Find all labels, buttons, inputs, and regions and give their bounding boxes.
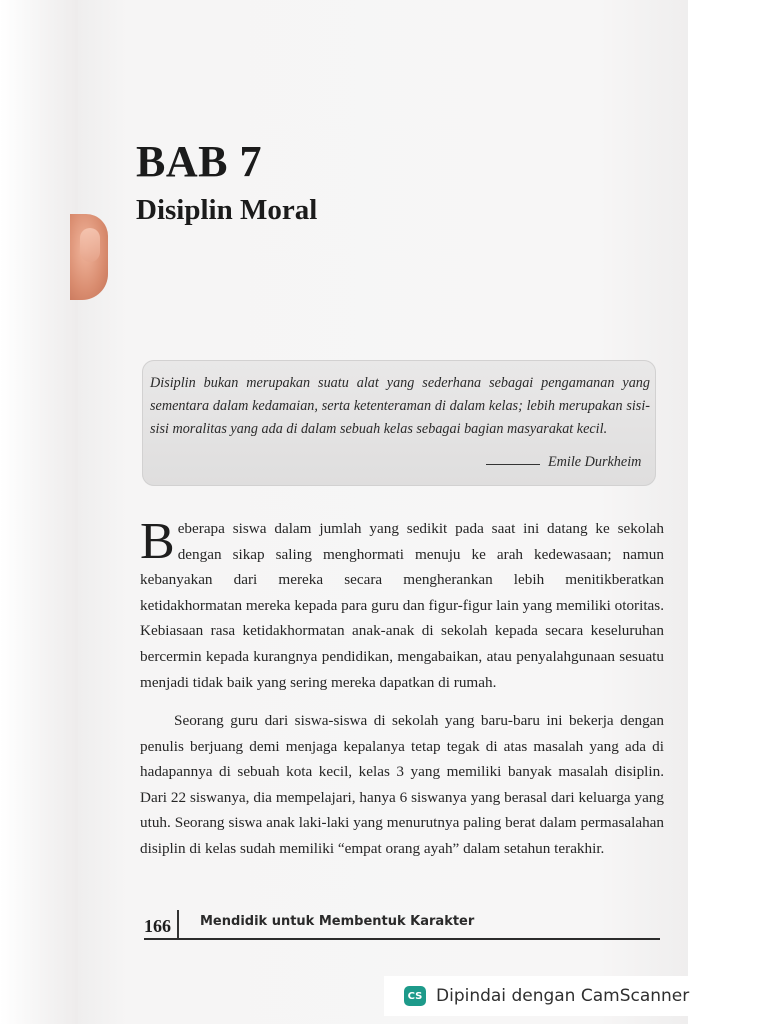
epigraph-dash	[486, 464, 540, 465]
drop-cap: B	[140, 513, 175, 570]
running-footer-title: Mendidik untuk Membentuk Karakter	[200, 914, 475, 929]
chapter-title: Disiplin Moral	[136, 194, 318, 226]
footer-divider	[177, 910, 179, 940]
body-paragraph-2: Seorang guru dari siswa-siswa di sekolah yang baru-baru ini bekerja dengan penulis berjuang demi menjaga kepalanya tetap tegak di atas masalah yang ada di hadapannya di sebuah kota kecil, kelas 3 yang memiliki banyak masalah disiplin. Dari 22 siswanya, dia mempelajari, hanya 6 siswanya yang berasal dari keluarga yang utuh. Seorang siswa anak laki-laki yang menurutnya paling berat dalam permasalahan disiplin di kelas sudah memiliki “empat orang ayah” dalam setahun terakhir.	[140, 712, 664, 857]
chapter-number: BAB 7	[136, 137, 262, 186]
paragraph-1-text: eberapa siswa dalam jumlah yang sedikit pada saat ini datang ke sekolah dengan sikap saling menghormati menuju ke arah kedewasaan; namun kebanyakan dari mereka secara mengherankan lebih menitikberatkan ketidakhormatan mereka kepada para guru dan figur-figur lain yang memiliki otoritas. Kebiasaan rasa ketidakhormatan anak-anak di sekolah kepada secara keseluruhan bercermin kepada kurangnya pendidikan, mengabaikan, atau penyalahgunaan sesuatu menjadi tidak baik yang sering mereka dapatkan di rumah.	[140, 520, 664, 691]
footer-rule	[144, 938, 660, 940]
page-background-left	[0, 0, 78, 1024]
camscanner-logo-icon: CS	[404, 986, 426, 1006]
camscanner-label: Dipindai dengan CamScanner	[436, 986, 690, 1006]
finger-nail	[80, 228, 100, 262]
page-number: 166	[144, 916, 171, 936]
page-background-right	[688, 0, 768, 1024]
epigraph-text: Disiplin bukan merupakan suatu alat yang sederhana sebagai pengamanan yang sementara dalam kedamaian, serta ketenteraman di dalam kelas; lebih merupakan sisi-sisi moralitas yang ada di dalam sebuah kelas sebagai bagian masyarakat kecil.	[150, 375, 650, 437]
body-paragraph-1	[140, 513, 664, 695]
epigraph-author: Emile Durkheim	[548, 454, 642, 470]
camscanner-watermark	[384, 976, 746, 1016]
